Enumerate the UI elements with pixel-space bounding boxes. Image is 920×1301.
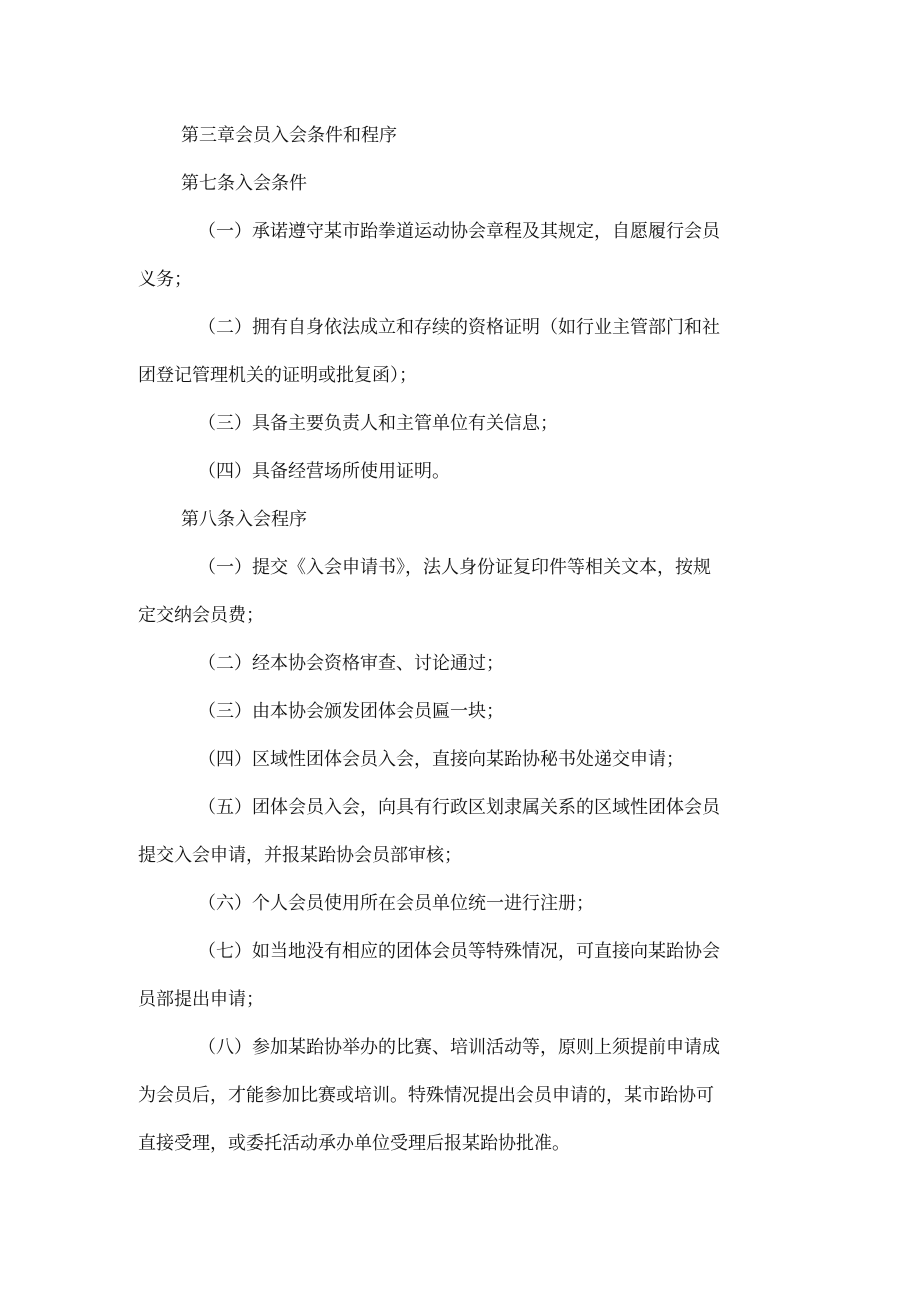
article-8-item-3: （三）由本协会颁发团体会员匾一块； [198,701,504,722]
article-7-title: 第七条入会条件 [181,173,307,194]
chapter-title: 第三章会员入会条件和程序 [181,125,397,146]
article-8-item-8-line-1: （八）参加某跆协举办的比赛、培训活动等，原则上须提前申请成 [198,1037,720,1058]
article-7-item-1-line-1: （一）承诺遵守某市跆拳道运动协会章程及其规定，自愿履行会员 [198,221,720,242]
article-8-item-8-line-2: 为会员后，才能参加比赛或培训。特殊情况提出会员申请的，某市跆协可 [138,1085,714,1106]
article-8-item-2: （二）经本协会资格审查、讨论通过； [198,653,504,674]
article-8-item-6: （六）个人会员使用所在会员单位统一进行注册； [198,893,594,914]
document-body [138,112,784,1168]
article-7-item-2-line-2: 团登记管理机关的证明或批复函）； [138,365,417,386]
article-8-item-7-line-2: 员部提出申请； [138,989,264,1010]
article-8-title: 第八条入会程序 [181,509,307,530]
article-7-item-2-line-1: （二）拥有自身依法成立和存续的资格证明（如行业主管部门和社 [198,317,720,338]
article-7-item-1-line-2: 义务； [138,269,192,290]
article-8-item-1-line-1: （一）提交《入会申请书》，法人身份证复印件等相关文本，按规 [198,557,711,578]
article-8-item-7-line-1: （七）如当地没有相应的团体会员等特殊情况，可直接向某跆协会 [198,941,720,962]
article-7-item-3: （三）具备主要负责人和主管单位有关信息； [198,413,558,434]
article-8-item-1-line-2: 定交纳会员费； [138,605,264,626]
article-8-item-5-line-1: （五）团体会员入会，向具有行政区划隶属关系的区域性团体会员 [198,797,720,818]
article-8-item-5-line-2: 提交入会申请，并报某跆协会员部审核； [138,845,462,866]
article-7-item-4: （四）具备经营场所使用证明。 [198,461,450,482]
article-8-item-8-line-3: 直接受理，或委托活动承办单位受理后报某跆协批准。 [138,1133,570,1154]
article-8-item-4: （四）区域性团体会员入会，直接向某跆协秘书处递交申请； [198,749,684,770]
